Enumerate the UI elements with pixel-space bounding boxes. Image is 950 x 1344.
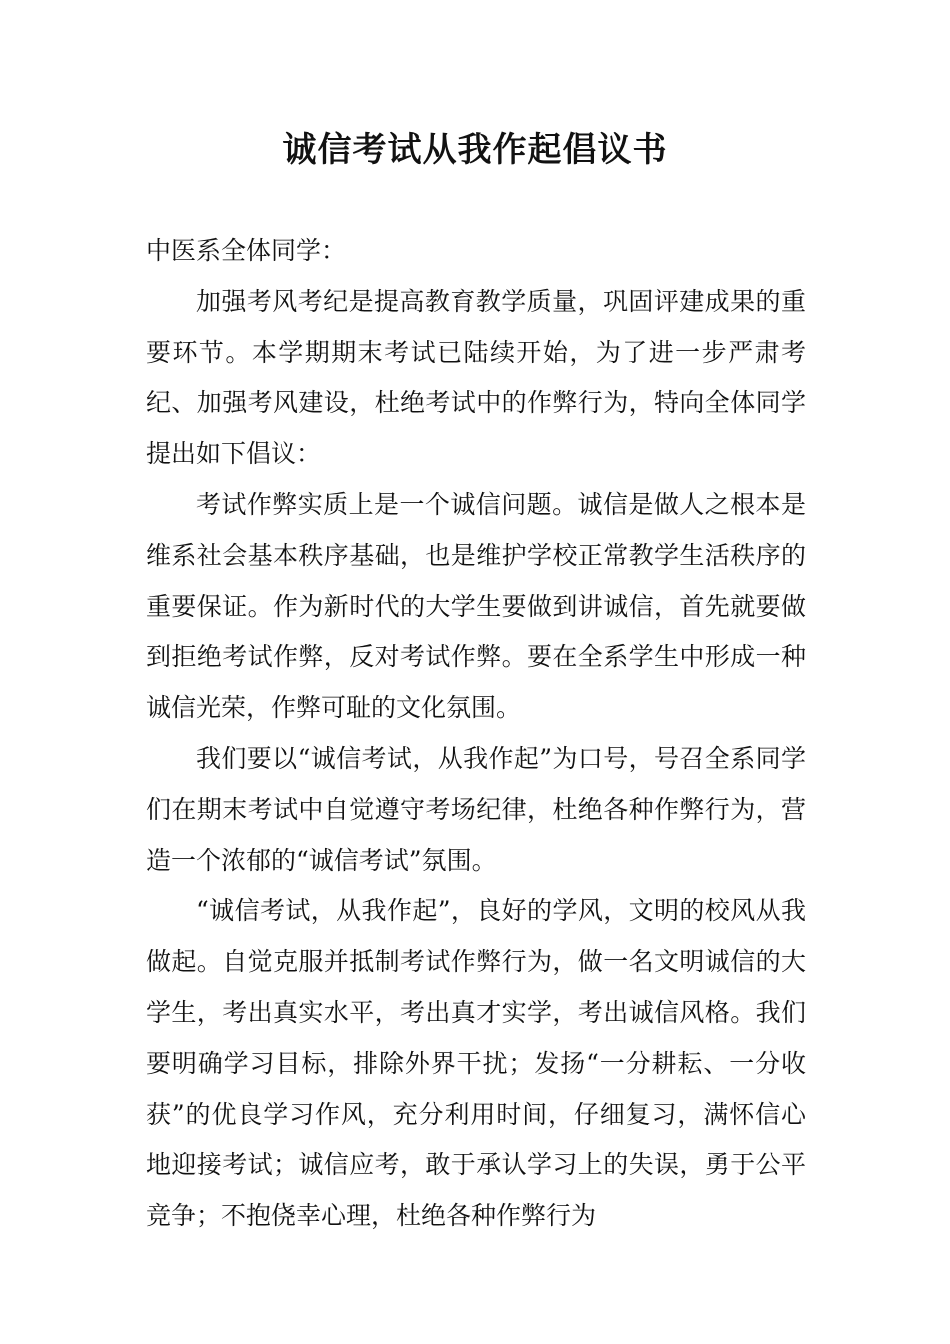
paragraph-1: 加强考风考纪是提高教育教学质量，巩固评建成果的重要环节。本学期期末考试已陆续开始，为了进一步严肃考纪、加强考风建设，杜绝考试中的作弊行为，特向全体同学提出如下倡议： xyxy=(146,286,806,469)
paragraph-2: 考试作弊实质上是一个诚信问题。诚信是做人之根本是维系社会基本秩序基础，也是维护学校正常教学生活秩序的重要保证。作为新时代的大学生要做到讲诚信，首先就要做到拒绝考试作弊，反对考试作弊。要在全系学生中形成一种诚信光荣，作弊可耻的文化氛围。 xyxy=(146,489,806,723)
salutation: 中医系全体同学： xyxy=(146,236,347,265)
paragraph-3: 我们要以“诚信考试，从我作起”为口号，号召全系同学们在期末考试中自觉遵守考场纪律，杜绝各种作弊行为，营造一个浓郁的“诚信考试”氛围。 xyxy=(146,743,806,875)
document-title: 诚信考试从我作起倡议书 xyxy=(282,130,668,170)
document-body xyxy=(146,226,806,1242)
paragraph-4: “诚信考试，从我作起”，良好的学风，文明的校风从我做起。自觉克服并抵制考试作弊行为，做一名文明诚信的大学生，考出真实水平，考出真才实学，考出诚信风格。我们要明确学习目标，排除外界干扰；发扬“一分耕耘、一分收获”的优良学习作风，充分利用时间，仔细复习，满怀信心地迎接考试；诚信应考，敢于承认学习上的失误，勇于公平竞争；不抱侥幸心理，杜绝各种作弊行为 xyxy=(146,896,806,1231)
